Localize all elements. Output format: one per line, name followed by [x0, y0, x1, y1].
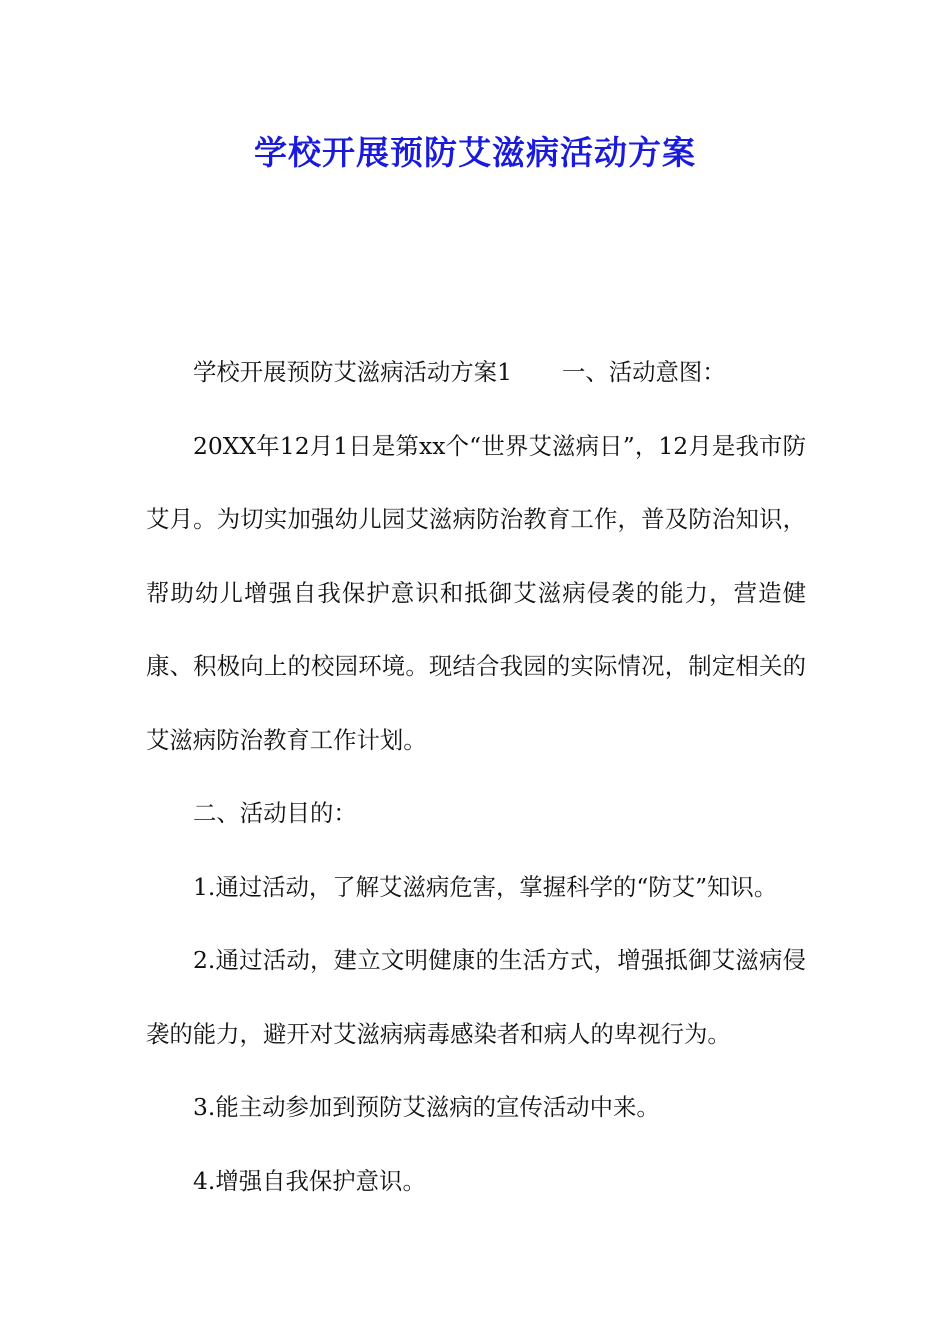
document-title: 学校开展预防艾滋病活动方案	[254, 133, 696, 172]
goal-item: 4.增强自我保护意识。	[193, 1166, 426, 1195]
intro-line	[146, 336, 806, 410]
section1-paragraph: 20XX年12月1日是第xx个“世界艾滋病日”，12月是我市防艾月。为切实加强幼儿园艾滋病防治教育工作，普及防治知识，帮助幼儿增强自我保护意识和抵御艾滋病侵袭的能力，营造健康、积极向上的校园环境。现结合我园的实际情况，制定相关的艾滋病防治教育工作计划。	[146, 431, 806, 754]
goal-item: 2.通过活动，建立文明健康的生活方式，增强抵御艾滋病侵袭的能力，避开对艾滋病病毒感染者和病人的卑视行为。	[146, 946, 806, 1048]
section1-heading: 一、活动意图：	[561, 358, 726, 386]
goal-item: 1.通过活动，了解艾滋病危害，掌握科学的“防艾”知识。	[193, 872, 778, 901]
goal-item: 3.能主动参加到预防艾滋病的宣传活动中来。	[193, 1093, 660, 1121]
document-body	[146, 336, 806, 1218]
section2-heading: 二、活动目的：	[193, 799, 357, 827]
intro-heading: 学校开展预防艾滋病活动方案1	[193, 358, 512, 386]
